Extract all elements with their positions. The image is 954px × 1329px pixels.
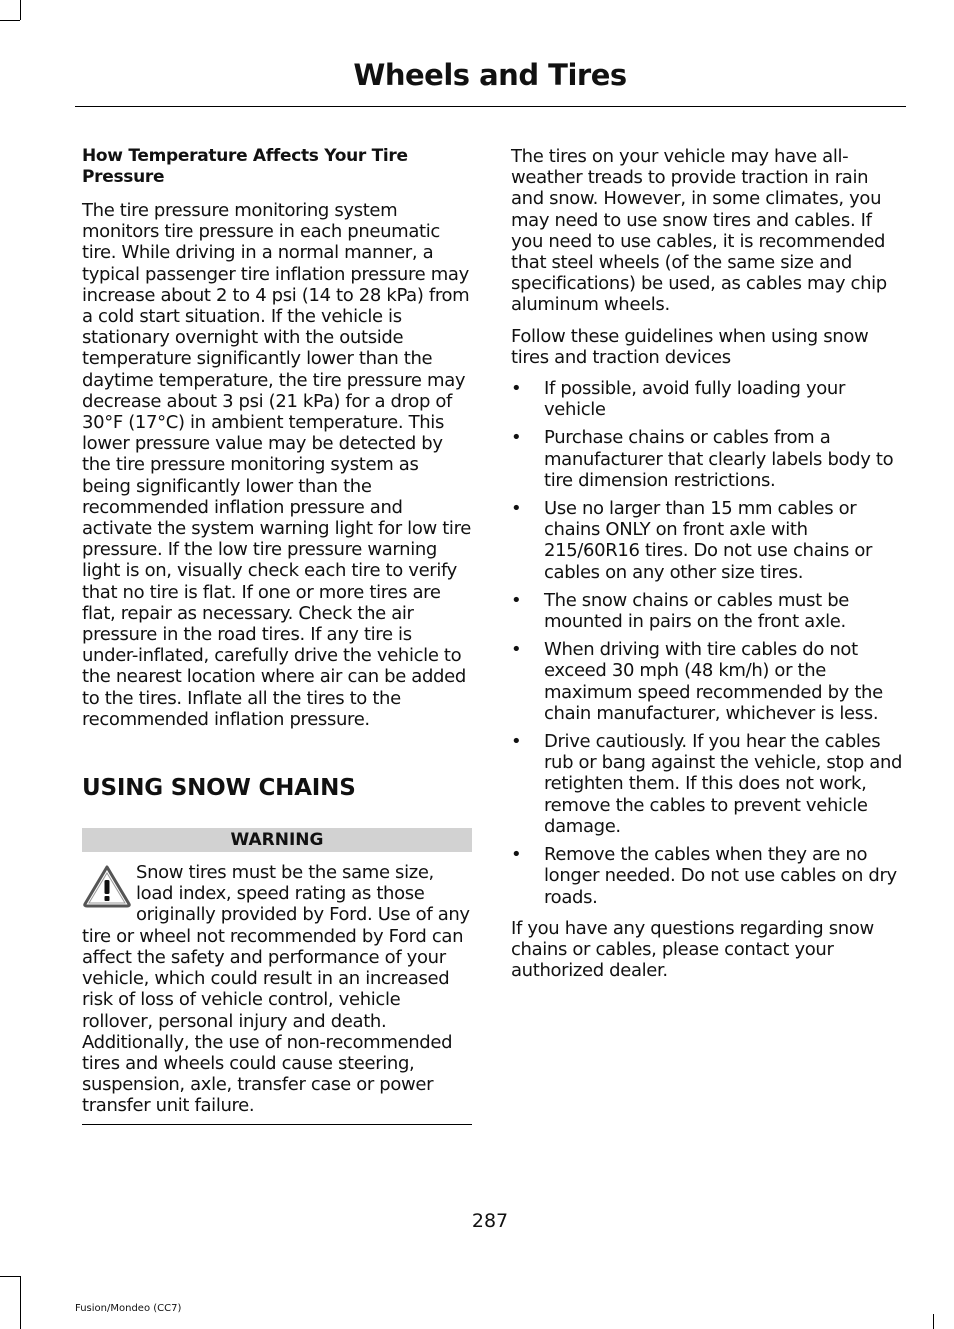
- list-item-text: Purchase chains or cables from a manufacturer that clearly labels body to tire dimension restrictions.: [544, 427, 894, 491]
- subheading: How Temperature Affects Your Tire Pressure: [82, 146, 408, 187]
- left-column: [82, 146, 472, 1125]
- crop-mark-top-left-horizontal: [0, 20, 20, 21]
- list-item: [511, 427, 903, 491]
- warning-triangle-icon: [82, 864, 132, 908]
- guidelines-list: [511, 378, 903, 908]
- list-item: [511, 639, 903, 724]
- list-item: [511, 498, 903, 583]
- list-item-text: If possible, avoid fully loading your vehicle: [544, 378, 846, 421]
- page-title: Wheels and Tires: [353, 58, 627, 92]
- warning-label: WARNING: [82, 828, 472, 852]
- bullet: •: [511, 731, 522, 753]
- guidelines-intro: Follow these guidelines when using snow tires and traction devices: [511, 325, 869, 368]
- list-item-text: Use no larger than 15 mm cables or chains ONLY on front axle with 215/60R16 tires. Do not use chains or cables on any other size tires.: [544, 498, 873, 583]
- bullet: •: [511, 498, 522, 520]
- section-title: USING SNOW CHAINS: [82, 775, 356, 802]
- bullet: •: [511, 844, 522, 866]
- intro-paragraph: The tires on your vehicle may have all-weather treads to provide traction in rain and snow. However, in some climates, you may need to use snow tires and cables. If you need to use cables, it is recommended that steel wheels (of the same size and specifications) be used, as cables may chip aluminum wheels.: [511, 146, 887, 316]
- bullet: •: [511, 427, 522, 449]
- list-item-text: Remove the cables when they are no longer needed. Do not use cables on dry roads.: [544, 844, 897, 908]
- right-column: [511, 146, 903, 991]
- list-item-text: Drive cautiously. If you hear the cables rub or bang against the vehicle, stop and retighten them. If this does not work, remove the cables to prevent vehicle damage.: [544, 731, 903, 837]
- body-paragraph: The tire pressure monitoring system monitors tire pressure in each pneumatic tire. While driving in a normal manner, a typical passenger tire inflation pressure may increase about 2 to 4 psi (14 to 28 kPa) from a cold start situation. If the vehicle is stationary overnight with the outside temperature significantly lower than the daytime temperature, the tire pressure may decrease about 3 psi (21 kPa) for a drop of 30°F (17°C) in ambient temperature. This lower pressure value may be detected by the tire pressure monitoring system as being significantly lower than the recommended inflation pressure and activate the system warning light for low tire pressure. If the low tire pressure warning light is on, visually check each tire to verify that no tire is flat. If one or more tires are flat, repair as necessary. Check the air pressure in the road tires. If any tire is under-inflated, carefully drive the vehicle to the nearest location where air can be added to the tires. Inflate all the tires to the recommended inflation pressure.: [82, 200, 471, 730]
- page-number: 287: [471, 1210, 509, 1232]
- list-item: [511, 731, 903, 837]
- crop-mark-top-left-vertical: [20, 0, 21, 20]
- footer-model: Fusion/Mondeo (CC7): [75, 1303, 182, 1314]
- closing-paragraph: If you have any questions regarding snow chains or cables, please contact your authorized dealer.: [511, 917, 874, 982]
- list-item: [511, 590, 903, 632]
- bullet: •: [511, 639, 522, 661]
- warning-box: [82, 862, 472, 1124]
- bullet: •: [511, 378, 522, 400]
- list-item: [511, 844, 903, 908]
- crop-mark-bottom-left-horizontal: [0, 1276, 20, 1277]
- crop-mark-bottom-right-vertical: [933, 1314, 934, 1329]
- crop-mark-bottom-left-vertical: [20, 1276, 21, 1329]
- warning-text: Snow tires must be the same size, load index, speed rating as those originally provided by Ford. Use of any tire or wheel not recommended by Ford can affect the safety and performance of your vehicle, which could result in an increased risk of loss of vehicle control, vehicle rollover, personal injury and death. Additionally, the use of non-recommended tires and wheels could cause steering, suspension, axle, transfer case or power transfer unit failure.: [82, 862, 470, 1117]
- bullet: •: [511, 589, 522, 611]
- list-item: [511, 378, 903, 420]
- header-rule: [75, 106, 906, 107]
- list-item-text: When driving with tire cables do not exceed 30 mph (48 km/h) or the maximum speed recommended by the chain manufacturer, whichever is less.: [544, 639, 883, 724]
- list-item-text: The snow chains or cables must be mounted in pairs on the front axle.: [544, 589, 849, 633]
